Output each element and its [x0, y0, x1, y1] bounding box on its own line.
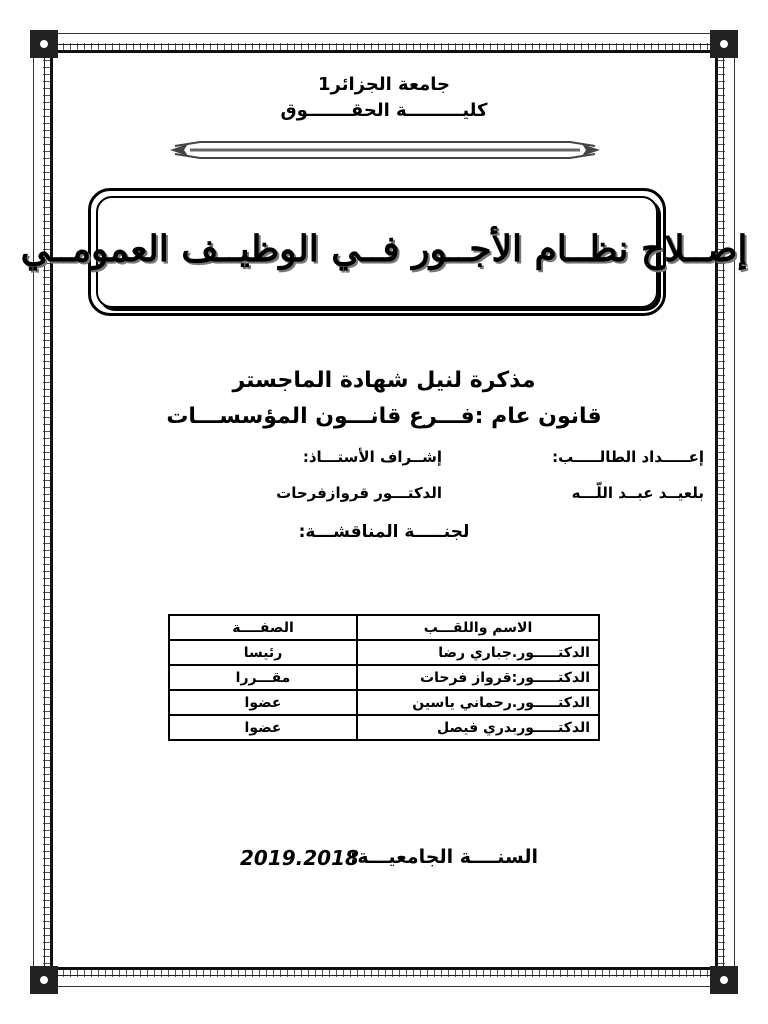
prepared-by-label: إعـــــداد الطالـــــب:	[552, 448, 704, 466]
corner-ornament-icon	[30, 30, 58, 58]
student-name: بلعيــد عبــد اللّـــه	[571, 484, 704, 502]
table-row	[169, 665, 599, 690]
column-header-role: الصفــــة	[169, 615, 357, 640]
member-role: رئيسا	[169, 640, 357, 665]
member-role: مقـــررا	[169, 665, 357, 690]
supervised-by-label: إشــراف الأستـــاذ:	[302, 448, 442, 466]
university-name: جامعة الجزائر1	[318, 74, 450, 95]
degree-line: مذكرة لنيل شهادة الماجستر	[232, 368, 536, 393]
table-header-row	[169, 615, 599, 640]
corner-ornament-icon	[710, 30, 738, 58]
member-name: الدكتـــــور:قرواز فرحات	[357, 665, 599, 690]
corner-ornament-icon	[710, 966, 738, 994]
table-row	[169, 640, 599, 665]
member-name: الدكتـــــوربدري فيصل	[357, 715, 599, 740]
branch-line: قانون عام :فـــرع قانـــون المؤسســـات	[166, 404, 602, 429]
member-name: الدكتـــــور.جباري رضا	[357, 640, 599, 665]
committee-title: لجنـــــة المناقشـــة:	[298, 522, 470, 542]
table-row	[169, 715, 599, 740]
academic-year-value: 2019.2018	[240, 846, 359, 870]
member-name: الدكتـــــور.رحماني ياسين	[357, 690, 599, 715]
corner-ornament-icon	[30, 966, 58, 994]
column-header-name: الاسم واللقـــب	[357, 615, 599, 640]
thesis-title: إصــلاح نظــام الأجــور فــي الوظيــف العمومــي	[20, 228, 748, 270]
faculty-name: كليـــــــــة الحقـــــــوق	[280, 100, 488, 121]
academic-year-label: السنــــة الجامعيـــة:	[349, 846, 538, 868]
committee-table	[168, 614, 600, 741]
table-row	[169, 690, 599, 715]
member-role: عضوا	[169, 690, 357, 715]
member-role: عضوا	[169, 715, 357, 740]
supervisor-name: الدكتـــور قروازفرحات	[276, 484, 442, 502]
divider-ornament-icon	[170, 138, 600, 162]
